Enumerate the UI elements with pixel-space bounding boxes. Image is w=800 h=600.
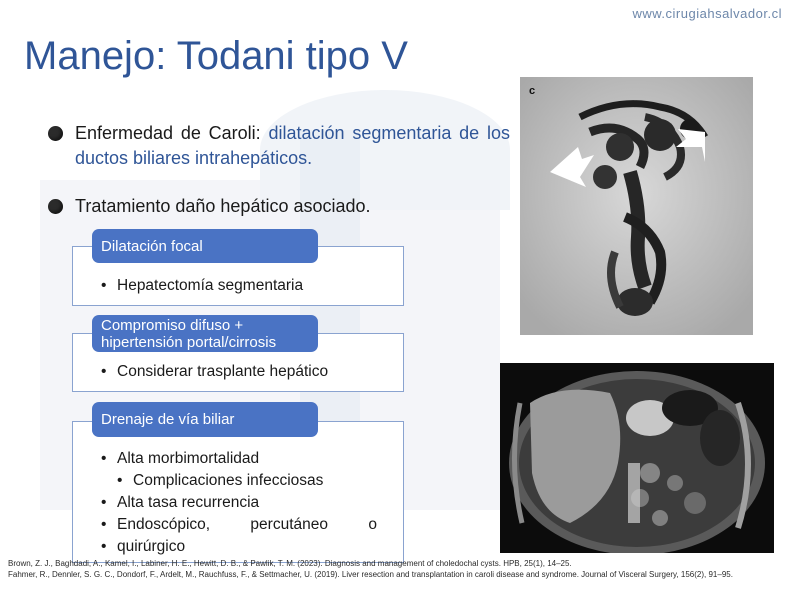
bullet-highlight: dilatación segmentaria de los ductos biliares intrahepáticos. [75, 123, 510, 168]
bullet-text: Tratamiento daño hepático asociado. [75, 196, 371, 216]
references [8, 558, 792, 580]
list-item-continuation [99, 536, 377, 558]
list-item: • Alta morbimortalidad [99, 448, 377, 470]
card-biliary-drainage [72, 421, 404, 563]
xray-cholangiogram-image [520, 77, 753, 335]
list-item: • Alta tasa recurrencia [99, 492, 377, 514]
site-url: www.cirugiahsalvador.cl [632, 6, 782, 21]
card-heading: Compromiso difuso + hipertensión portal/cirrosis [92, 315, 318, 352]
card-list [99, 448, 377, 558]
list-item: • Considerar trasplante hepático [99, 361, 328, 383]
reference-item: Fahmer, R., Dennler, S. G. C., Dondorf, F., Ardelt, M., Rauchfuss, F., & Settmacher, U. (2019). Liver resection and transplantation in caroli disease and syndrome. Journal of Visceral Surgery, 156(2), 91–95. [8, 570, 733, 579]
card-list [99, 275, 303, 297]
bullet-caroli [48, 121, 510, 171]
slide-title: Manejo: Todani tipo V [24, 34, 408, 78]
ct-scan-drawing [500, 363, 774, 553]
list-item [99, 514, 377, 536]
card-heading: Drenaje de vía biliar [92, 402, 318, 437]
reference-item: Brown, Z. J., Baghdadi, A., Kamel, I., Labiner, H. E., Hewitt, D. B., & Pawlik, T. M. (2023). Diagnosis and management of choledochal cysts. HPB, 25(1), 14–25. [8, 559, 572, 568]
list-item-text: Endoscópico, percutáneo o [117, 516, 377, 533]
bullet-dot-icon [48, 126, 63, 141]
bullet-label: Enfermedad de Caroli: [75, 123, 261, 143]
list-subitem: • Complicaciones infecciosas [115, 470, 377, 492]
card-list [99, 361, 328, 383]
image-panel-label: c [529, 85, 536, 97]
ct-scan-image [500, 363, 774, 553]
bullet-text [75, 121, 510, 171]
bullet-dot-icon [48, 199, 63, 214]
list-item-text: quirúrgico [117, 538, 186, 555]
xray-cholangiogram-drawing [520, 77, 753, 335]
card-heading: Dilatación focal [92, 229, 318, 263]
bullet-treatment [48, 194, 371, 219]
list-item: • Hepatectomía segmentaria [99, 275, 303, 297]
